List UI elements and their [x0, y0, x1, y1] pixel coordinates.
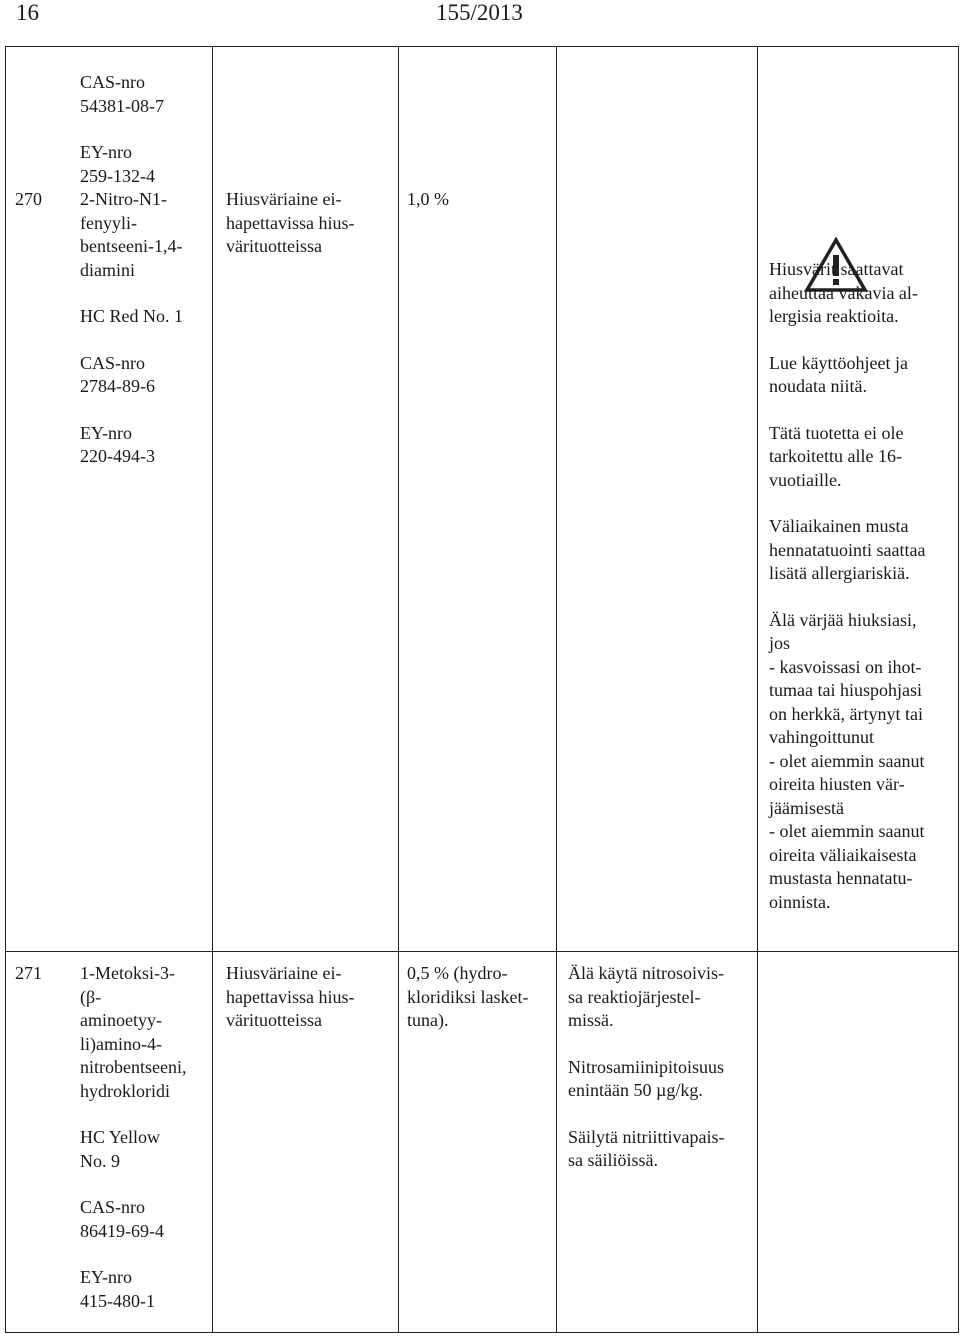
text-line: Älä käytä nitrosoivis- — [568, 963, 724, 983]
text-line: HC Yellow — [80, 1127, 161, 1147]
text-line: 259-132-4 — [80, 165, 155, 186]
text-line: 2784-89-6 — [80, 376, 155, 396]
text-line: 2-Nitro-N1- — [80, 189, 167, 209]
text-line: No. 9 — [80, 1150, 120, 1171]
text-line: hapettavissa hius- — [226, 986, 355, 1007]
text-line: tarkoitettu alle 16- — [769, 446, 902, 466]
text-line: Hiusväriaine ei- — [226, 189, 342, 209]
text-line: fenyyli- — [80, 212, 137, 233]
text-line: hapettavissa hius- — [226, 212, 355, 233]
product-type — [226, 962, 354, 1033]
text-line: enintään 50 µg/kg. — [568, 1080, 703, 1100]
text-line: jos — [769, 633, 791, 653]
reference-number: 270 — [15, 189, 42, 209]
journal-reference: 155/2013 — [436, 0, 523, 25]
text-line: CAS-nro — [80, 352, 146, 373]
text-line: oireita väliaikaisesta — [769, 844, 917, 865]
text-line: vuotiaille. — [769, 469, 842, 490]
text-line: - olet aiemmin saanut — [769, 750, 925, 771]
text-line: hydrokloridi — [80, 1080, 170, 1101]
table-border-left — [5, 46, 6, 1333]
row-divider — [5, 951, 959, 952]
text-line: li)amino-4- — [80, 1033, 162, 1054]
text-line: aiheuttaa vakavia al- — [769, 282, 918, 303]
column-divider — [212, 46, 213, 1333]
product-type — [226, 188, 354, 259]
reference-number: 271 — [15, 963, 42, 983]
text-line: EY-nro — [80, 1267, 132, 1287]
text-line: Tätä tuotetta ei ole — [769, 422, 904, 443]
text-line: HC Red No. 1 — [80, 306, 183, 326]
max-concentration — [407, 962, 528, 1033]
warnings — [769, 258, 925, 914]
table-border-top — [5, 46, 959, 47]
text-line: CAS-nro — [80, 1197, 146, 1217]
text-line: Hiusvärit saattavat — [769, 259, 904, 279]
text-line: 86419-69-4 — [80, 1220, 164, 1241]
text-line: Lue käyttöohjeet ja — [769, 352, 908, 373]
text-line: 415-480-1 — [80, 1290, 155, 1311]
text-line: 1-Metoksi-3- — [80, 963, 175, 983]
text-line: Nitrosamiinipitoisuus — [568, 1056, 725, 1077]
text-line: 54381-08-7 — [80, 95, 164, 116]
text-line: EY-nro — [80, 422, 132, 443]
other-limitations — [568, 962, 724, 1173]
max-concentration — [407, 188, 449, 212]
text-line: (β- — [80, 986, 102, 1007]
text-line: - kasvoissasi on ihot- — [769, 656, 922, 677]
text-line: oireita hiusten vär- — [769, 774, 905, 794]
annex-table — [5, 46, 959, 1333]
text-line: on herkkä, ärtynyt tai — [769, 703, 923, 724]
text-line: Väliaikainen musta — [769, 516, 909, 536]
text-line: 1,0 % — [407, 189, 449, 209]
text-line: sa reaktiojärjestel- — [568, 986, 701, 1007]
table-border-bottom — [5, 1332, 959, 1333]
column-divider — [757, 46, 758, 1333]
text-line: missä. — [568, 1010, 614, 1030]
text-line: värituotteissa — [226, 236, 322, 256]
text-line: sa säiliöissä. — [568, 1150, 658, 1170]
text-line: diamini — [80, 259, 135, 280]
text-line: - olet aiemmin saanut — [769, 821, 925, 841]
text-line: CAS-nro — [80, 72, 146, 92]
text-line: jäämisestä — [769, 797, 844, 818]
text-line: kloridiksi lasket- — [407, 986, 529, 1007]
text-line: noudata niitä. — [769, 376, 867, 396]
page-number: 16 — [16, 0, 39, 25]
text-line: aminoetyy- — [80, 1010, 162, 1030]
substance-name — [80, 962, 186, 1313]
text-line: Säilytä nitriittivapais- — [568, 1126, 725, 1147]
substance-ids-prev — [80, 71, 164, 188]
text-line: lisätä allergiariskiä. — [769, 563, 910, 583]
text-line: Älä värjää hiuksiasi, — [769, 609, 917, 630]
text-line: lergisia reaktioita. — [769, 306, 899, 326]
text-line: hennatatuointi saattaa — [769, 539, 926, 560]
text-line: vahingoittunut — [769, 727, 874, 747]
text-line: tuna). — [407, 1010, 449, 1030]
column-divider — [556, 46, 557, 1333]
text-line: bentseeni-1,4- — [80, 236, 183, 256]
text-line: värituotteissa — [226, 1010, 322, 1030]
column-divider — [398, 46, 399, 1333]
text-line: oinnista. — [769, 891, 831, 912]
text-line: EY-nro — [80, 142, 132, 162]
table-border-right — [958, 46, 959, 1333]
text-line: nitrobentseeni, — [80, 1057, 187, 1077]
text-line: tumaa tai hiuspohjasi — [769, 680, 922, 700]
text-line: mustasta hennatatu- — [769, 868, 913, 888]
text-line: 220-494-3 — [80, 446, 155, 466]
text-line: 0,5 % (hydro- — [407, 963, 508, 983]
substance-name — [80, 188, 183, 469]
text-line: Hiusväriaine ei- — [226, 963, 342, 983]
